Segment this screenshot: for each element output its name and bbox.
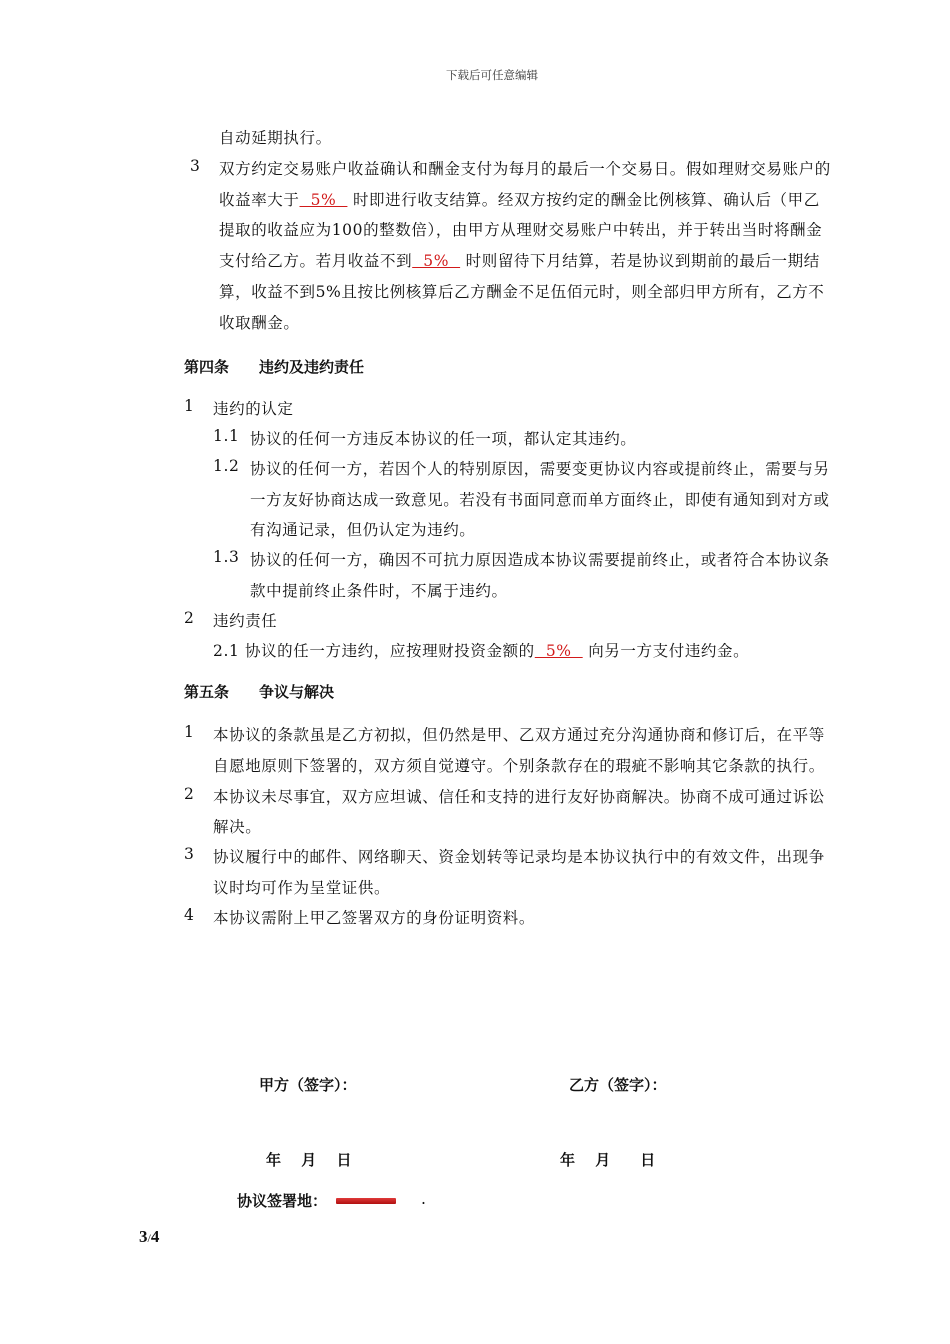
signing-place-end: . xyxy=(421,1190,427,1208)
party-a-signature-label: 甲方（签字）： xyxy=(259,1076,357,1094)
text: 时则留待下月结算，若是协议到期前的最后一期结 xyxy=(460,252,820,270)
list-number: 1.1 xyxy=(213,427,240,445)
list-number: 2 xyxy=(184,609,195,627)
page-number xyxy=(139,1227,159,1247)
paragraph-line: 议时均可作为呈堂证供。 xyxy=(213,879,391,897)
paragraph-line: 有沟通记录，但仍认定为违约。 xyxy=(250,521,476,539)
paragraph-line: 自愿地原则下签署的，双方须自觉遵守。个别条款存在的瑕疵不影响其它条款的执行。 xyxy=(213,757,825,775)
list-number: 1.2 xyxy=(213,457,240,475)
section-heading: 第五条 争议与解决 xyxy=(184,683,335,701)
party-b-signature-label: 乙方（签字）： xyxy=(569,1076,667,1094)
paragraph-line: 提取的收益应为100的整数倍），由甲方从理财交易账户中转出，并于转出当时将酬金 xyxy=(219,221,823,239)
fill-in-blank: 5% xyxy=(534,642,583,660)
page-current: 3 xyxy=(139,1227,148,1246)
paragraph-line: 一方友好协商达成一致意见。若没有书面同意而单方面终止，即使有通知到对方或 xyxy=(250,491,830,509)
paragraph-line: 收取酬金。 xyxy=(219,314,300,332)
paragraph-line: 款中提前终止条件时，不属于违约。 xyxy=(250,582,508,600)
paragraph-line: 本协议未尽事宜，双方应坦诚、信任和支持的进行友好协商解决。协商不成可通过诉讼 xyxy=(213,788,825,806)
paragraph-line: 协议履行中的邮件、网络聊天、资金划转等记录均是本协议执行中的有效文件，出现争 xyxy=(213,848,825,866)
paragraph-line: 本协议需附上甲乙签署双方的身份证明资料。 xyxy=(213,909,536,927)
fill-in-blank: 5% xyxy=(412,252,461,270)
signing-place-label: 协议签署地： xyxy=(237,1192,328,1210)
paragraph-line: 解决。 xyxy=(213,818,262,836)
page-separator: / xyxy=(147,1231,151,1245)
paragraph-line xyxy=(219,249,820,271)
text: 收益率大于 xyxy=(219,191,300,209)
text: 2.1 协议的任一方违约，应按理财投资金额的 xyxy=(213,642,535,660)
party-a-date: 年 月 日 xyxy=(266,1151,352,1169)
list-number: 1 xyxy=(184,723,195,741)
list-item-label: 违约责任 xyxy=(213,612,278,630)
paragraph-line: 本协议的条款虽是乙方初拟，但仍然是甲、乙双方通过充分沟通协商和修订后，在平等 xyxy=(213,726,825,744)
list-item-label: 违约的认定 xyxy=(213,400,294,418)
party-b-date: 年 月 日 xyxy=(560,1151,656,1169)
list-number: 1 xyxy=(184,397,195,415)
redaction-bar xyxy=(336,1198,396,1204)
page-total: 4 xyxy=(150,1227,160,1246)
paragraph-line: 自动延期执行。 xyxy=(219,129,332,147)
paragraph-line: 双方约定交易账户收益确认和酬金支付为每月的最后一个交易日。假如理财交易账户的 xyxy=(219,160,831,178)
list-number: 3 xyxy=(190,157,201,175)
text: 支付给乙方。若月收益不到 xyxy=(219,252,413,270)
paragraph-line xyxy=(219,188,820,210)
text: 时即进行收支结算。经双方按约定的酬金比例核算、确认后（甲乙 xyxy=(347,191,820,209)
list-number: 2 xyxy=(184,785,195,803)
list-number: 1.3 xyxy=(213,548,240,566)
fill-in-blank: 5% xyxy=(299,191,348,209)
paragraph-line: 协议的任何一方，确因不可抗力原因造成本协议需要提前终止，或者符合本协议条 xyxy=(250,551,830,569)
text: 向另一方支付违约金。 xyxy=(582,642,750,660)
list-number: 4 xyxy=(184,906,195,924)
paragraph-line: 协议的任何一方，若因个人的特别原因，需要变更协议内容或提前终止，需要与另 xyxy=(250,460,830,478)
section-heading: 第四条 违约及违约责任 xyxy=(184,358,365,376)
list-number: 3 xyxy=(184,845,195,863)
page-header: 下载后可任意编辑 xyxy=(446,68,538,82)
paragraph-line xyxy=(213,639,749,661)
paragraph-line: 协议的任何一方违反本协议的任一项，都认定其违约。 xyxy=(250,430,637,448)
paragraph-line: 算，收益不到5%且按比例核算后乙方酬金不足伍佰元时，则全部归甲方所有，乙方不 xyxy=(219,283,825,301)
